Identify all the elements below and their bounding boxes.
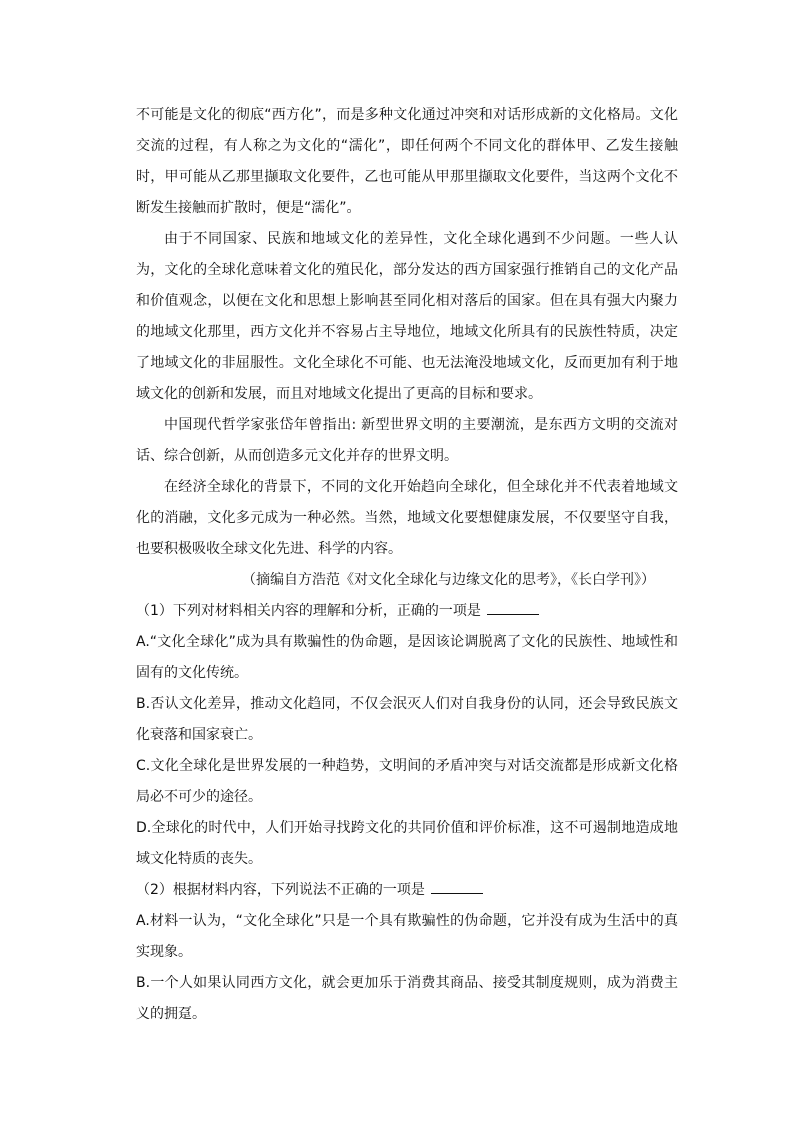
question-stem-text: （2）根据材料内容，下列说法不正确的一项是	[136, 882, 425, 898]
option-b: B.否认文化差异，推动文化趋同，不仅会泯灭人们对自我身份的认同，还会导致民族文化衰落和国家衰亡。	[136, 696, 678, 743]
passage-paragraph: 由于不同国家、民族和地域文化的差异性，文化全球化遇到不少问题。一些人认为，文化的全球化意味着文化的殖民化，部分发达的西方国家强行推销自己的文化产品和价值观念，以便在文化和思想上影响甚至同化相对落后的国家。但在具有强大内聚力的地域文化那里，西方文化并不容易占主导地位，地域文化所具有的民族性特质，决定了地域文化的非屈服性。文化全球化不可能、也无法淹没地域文化，反而更加有利于地域文化的创新和发展，而且对地域文化提出了更高的目标和要求。	[136, 231, 678, 402]
passage-paragraph: 在经济全球化的背景下，不同的文化开始趋向全球化，但全球化并不代表着地域文化的消融，文化多元成为一种必然。当然，地域文化要想健康发展，不仅要坚守自我，也要积极吸收全球文化先进、科学的内容。	[136, 479, 678, 557]
passage-paragraph: 中国现代哲学家张岱年曾指出: 新型世界文明的主要潮流，是东西方文明的交流对话、综合创新，从而创造多元文化并存的世界文明。	[136, 417, 678, 464]
question-stem	[136, 875, 678, 906]
question-stem-text: （1）下列对材料相关内容的理解和分析，正确的一项是	[136, 603, 481, 619]
option-c: C.文化全球化是世界发展的一种趋势，文明间的矛盾冲突与对话交流都是形成新文化格局必不可少的途径。	[136, 758, 678, 805]
question-2	[136, 875, 678, 1030]
passage-paragraph-continued: 不可能是文化的彻底“西方化”，而是多种文化通过冲突和对话形成新的文化格局。文化交流的过程，有人称之为文化的“濡化”，即任何两个不同文化的群体甲、乙发生接触时，甲可能从乙那里撷取文化要件，乙也可能从甲那里撷取文化要件，当这两个文化不断发生接触而扩散时，便是“濡化”。	[136, 107, 678, 216]
option-a: A.“文化全球化”成为具有欺骗性的伪命题，是因该论调脱离了文化的民族性、地域性和固有的文化传统。	[136, 634, 678, 681]
answer-blank[interactable]	[431, 879, 483, 894]
question-1	[136, 596, 678, 875]
answer-blank[interactable]	[487, 600, 539, 615]
document-page	[136, 100, 678, 1030]
passage-source: （摘编自方浩范《对文化全球化与边缘文化的思考》，《长白学刊》）	[242, 572, 655, 588]
option-b: B.一个人如果认同西方文化，就会更加乐于消费其商品、接受其制度规则，成为消费主义的拥趸。	[136, 975, 678, 1022]
option-a: A.材料一认为，“文化全球化”只是一个具有欺骗性的伪命题，它并没有成为生活中的真实现象。	[136, 913, 678, 960]
option-d: D.全球化的时代中，人们开始寻找跨文化的共同价值和评价标准，这不可遏制地造成地域文化特质的丧失。	[136, 820, 678, 867]
question-stem	[136, 596, 678, 627]
